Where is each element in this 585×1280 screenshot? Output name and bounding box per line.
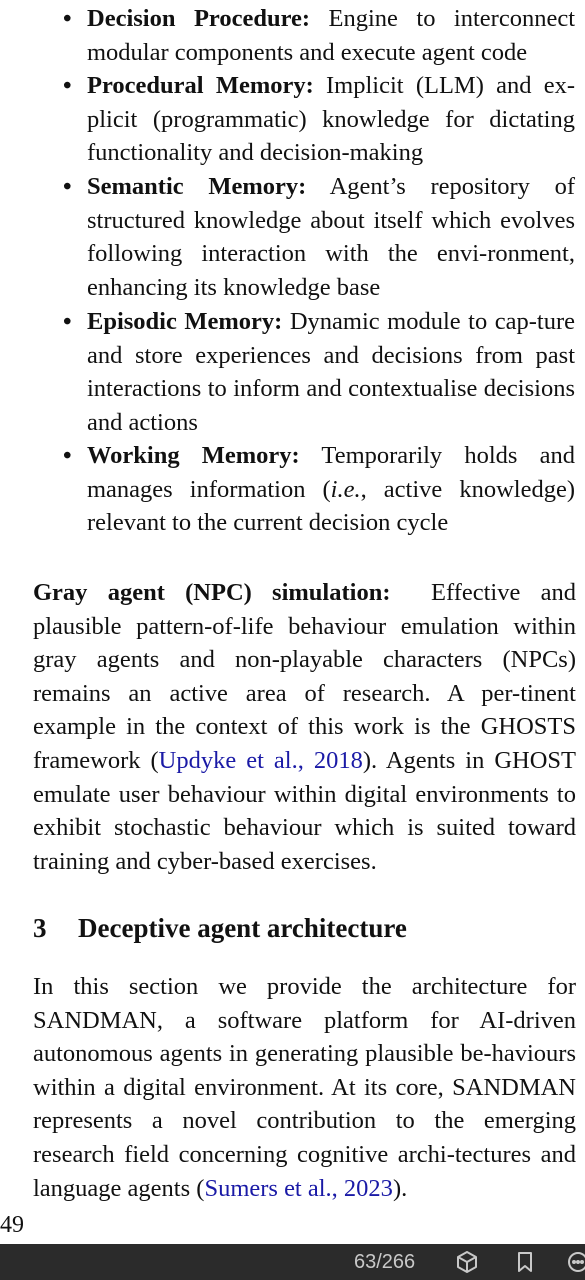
bullet-text: Implicit (LLM) and ex-plicit (programmatic) knowledge for dictating functionality and decision-making bbox=[87, 72, 575, 167]
paragraph-text: In this section we provide the architecture for SANDMAN, a software platform for AI-driven autonomous agents in generating plausible be-haviours within a digital environment. At its core, SANDMAN represents a novel contribution to the emerging research field concerning cognitive archi-tectures and language agents ( bbox=[33, 973, 576, 1202]
paragraph-text: ). bbox=[392, 1174, 408, 1202]
bullet-icon: • bbox=[63, 308, 72, 335]
page-counter[interactable]: 63/266 bbox=[354, 1251, 416, 1273]
section-number: 3 bbox=[33, 913, 47, 943]
list-item bbox=[0, 2, 575, 69]
citation-link[interactable]: Sumers et al., 2023 bbox=[204, 1174, 393, 1202]
bullet-icon: • bbox=[63, 72, 72, 99]
paragraph-text: ). Agents in GHOST emulate user behaviour within digital environments to exhibit stochastic behaviour which is suited toward training and cyber-based exercises. bbox=[33, 746, 576, 875]
bullet-icon: • bbox=[63, 173, 72, 200]
gray-agent-paragraph bbox=[33, 576, 583, 878]
section-paragraph bbox=[33, 970, 576, 1205]
list-item bbox=[0, 69, 575, 170]
section-title: Deceptive agent architecture bbox=[78, 913, 407, 943]
paragraph-term: Gray agent (NPC) simulation: bbox=[33, 579, 391, 606]
bullet-term: Decision Procedure: bbox=[87, 5, 311, 32]
more-icon[interactable] bbox=[566, 1250, 585, 1274]
reader-toolbar bbox=[0, 1244, 585, 1280]
bullet-icon: • bbox=[63, 5, 72, 32]
page-number: 49 bbox=[0, 1212, 24, 1238]
paragraph-text: Effective and plausible pattern-of-life behaviour emulation within gray agents and non-playable characters (NPCs) remains an active area of research. A per-tinent example in the context of this work is the GHOSTS framework ( bbox=[33, 579, 583, 774]
bullet-text: Temporarily holds and manages information ( bbox=[87, 442, 575, 503]
list-item bbox=[0, 305, 575, 439]
bullet-text: , active knowledge) relevant to the current decision cycle bbox=[87, 475, 575, 537]
bullet-italic: i.e. bbox=[330, 475, 361, 503]
bullet-text: Agent’s repository of structured knowledge about itself which evolves following interaction with the envi-ronment, enhancing its knowledge base bbox=[87, 173, 575, 301]
cube-icon[interactable] bbox=[455, 1250, 479, 1274]
bullet-term: Procedural Memory: bbox=[87, 72, 314, 99]
citation-link[interactable]: Updyke et al., 2018 bbox=[158, 746, 363, 774]
bullet-term: Semantic Memory: bbox=[87, 173, 307, 200]
bullet-text: Engine to interconnect modular components and execute agent code bbox=[87, 5, 576, 66]
bullet-text: Dynamic module to cap-ture and store experiences and decisions from past interactions to inform and contextualise decisions and actions bbox=[87, 308, 575, 436]
bullet-term: Episodic Memory: bbox=[87, 308, 283, 335]
bookmark-icon[interactable] bbox=[513, 1250, 537, 1274]
list-item bbox=[0, 170, 575, 304]
bullet-term: Working Memory: bbox=[87, 442, 300, 469]
bullet-icon: • bbox=[63, 442, 72, 469]
list-item bbox=[0, 439, 575, 540]
section-heading bbox=[33, 910, 407, 946]
